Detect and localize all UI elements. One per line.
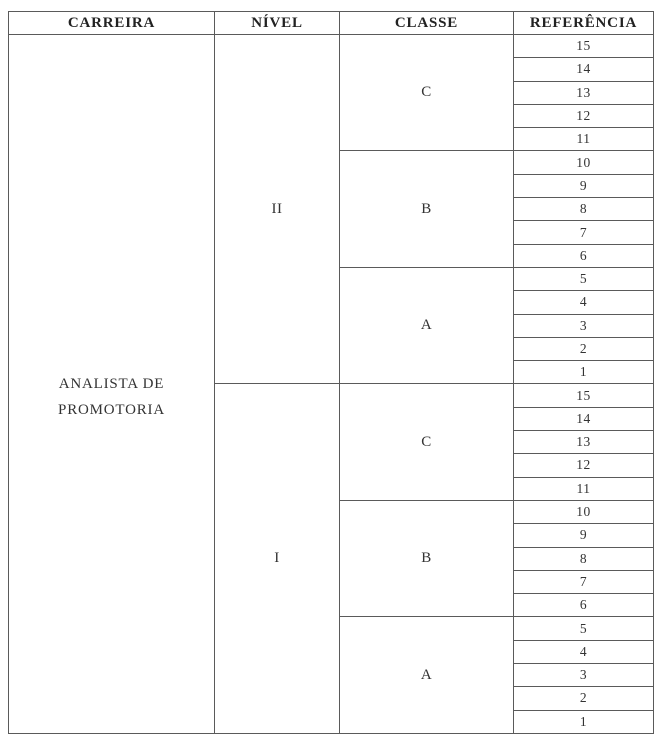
referencia-cell: 15 xyxy=(514,35,654,58)
nivel-cell: II xyxy=(215,35,340,384)
referencia-cell: 2 xyxy=(514,687,654,710)
referencia-cell: 1 xyxy=(514,361,654,384)
header-referencia: REFERÊNCIA xyxy=(514,12,654,35)
referencia-cell: 3 xyxy=(514,664,654,687)
table-row xyxy=(9,35,654,58)
referencia-cell: 8 xyxy=(514,547,654,570)
classe-cell: A xyxy=(340,267,514,383)
table-body xyxy=(9,35,654,734)
referencia-cell: 7 xyxy=(514,570,654,593)
carreira-line-1: ANALISTA DE xyxy=(58,375,165,392)
classe-cell: A xyxy=(340,617,514,733)
classe-cell: C xyxy=(340,384,514,500)
classe-cell: B xyxy=(340,151,514,267)
referencia-cell: 12 xyxy=(514,454,654,477)
referencia-cell: 6 xyxy=(514,244,654,267)
classe-cell: B xyxy=(340,500,514,616)
referencia-cell: 2 xyxy=(514,337,654,360)
referencia-cell: 8 xyxy=(514,198,654,221)
referencia-cell: 5 xyxy=(514,617,654,640)
career-table xyxy=(8,11,654,734)
referencia-cell: 13 xyxy=(514,431,654,454)
classe-cell: C xyxy=(340,35,514,151)
nivel-cell: I xyxy=(215,384,340,733)
referencia-cell: 4 xyxy=(514,640,654,663)
header-nivel: NÍVEL xyxy=(215,12,340,35)
referencia-cell: 14 xyxy=(514,58,654,81)
header-classe: CLASSE xyxy=(340,12,514,35)
referencia-cell: 11 xyxy=(514,128,654,151)
referencia-cell: 15 xyxy=(514,384,654,407)
referencia-cell: 1 xyxy=(514,710,654,733)
carreira-cell xyxy=(9,35,215,734)
referencia-cell: 11 xyxy=(514,477,654,500)
referencia-cell: 9 xyxy=(514,524,654,547)
referencia-cell: 13 xyxy=(514,81,654,104)
referencia-cell: 6 xyxy=(514,594,654,617)
referencia-cell: 10 xyxy=(514,500,654,523)
referencia-cell: 3 xyxy=(514,314,654,337)
carreira-line-2: PROMOTORIA xyxy=(58,401,165,418)
referencia-cell: 14 xyxy=(514,407,654,430)
header-carreira: CARREIRA xyxy=(9,12,215,35)
referencia-cell: 9 xyxy=(514,174,654,197)
referencia-cell: 4 xyxy=(514,291,654,314)
referencia-cell: 12 xyxy=(514,104,654,127)
referencia-cell: 7 xyxy=(514,221,654,244)
referencia-cell: 10 xyxy=(514,151,654,174)
referencia-cell: 5 xyxy=(514,267,654,290)
header-row xyxy=(9,12,654,35)
